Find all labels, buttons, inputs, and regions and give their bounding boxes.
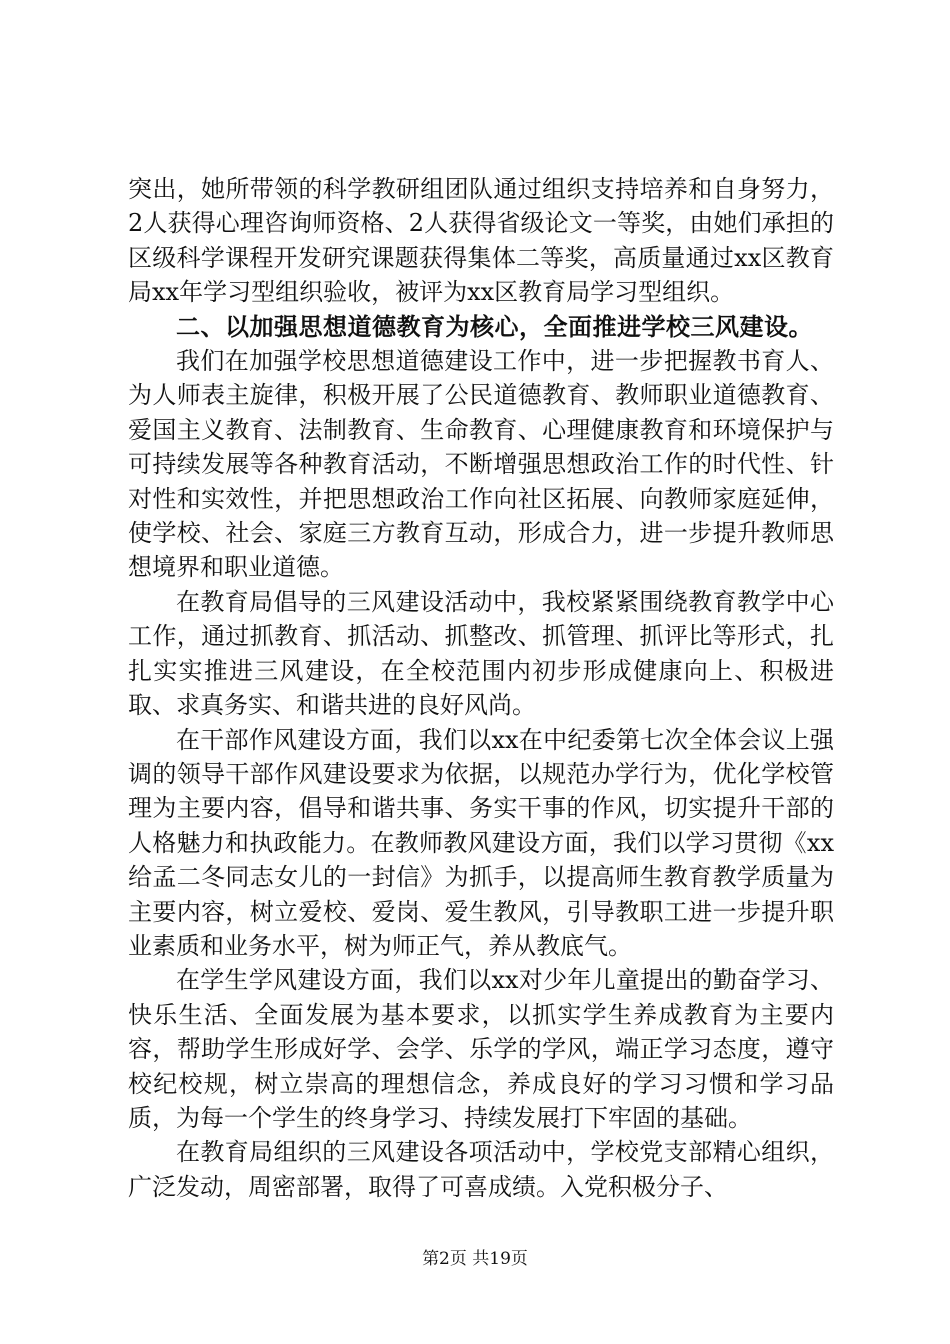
paragraph-party-activities: 在教育局组织的三风建设各项活动中，学校党支部精心组织，广泛发动，周密部署，取得了可喜成绩。入党积极分子、: [128, 1138, 834, 1201]
paragraph-cadre-style: 在干部作风建设方面，我们以xx在中纪委第七次全体会议上强调的领导干部作风建设要求为依据，以规范办学行为，优化学校管理为主要内容，倡导和谐共事、务实干事的作风，切实提升干部的人格魅力和执政能力。在教师教风建设方面，我们以学习贯彻《xx给孟二冬同志女儿的一封信》为抓手，以提高师生教育教学质量为主要内容，树立爱校、爱岗、爱生教风，引导教职工进一步提升职业素质和业务水平，树为师正气，养从教底气。: [128, 725, 834, 960]
paragraph-moral-education: 我们在加强学校思想道德建设工作中，进一步把握教书育人、为人师表主旋律，积极开展了公民道德教育、教师职业道德教育、爱国主义教育、法制教育、生命教育、心理健康教育和环境保护与可持续发展等各种教育活动，不断增强思想政治工作的时代性、针对性和实效性，并把思想政治工作向社区拓展、向教师家庭延伸，使学校、社会、家庭三方教育互动，形成合力，进一步提升教师思想境界和职业道德。: [128, 347, 834, 582]
page-number-footer: 第2页 共19页: [422, 1249, 528, 1269]
paragraph-student-style: 在学生学风建设方面，我们以xx对少年儿童提出的勤奋学习、快乐生活、全面发展为基本要求，以抓实学生养成教育为主要内容，帮助学生形成好学、会学、乐学的学风，端正学习态度，遵守校纪校规，树立崇高的理想信念，养成良好的学习习惯和学习品质，为每一个学生的终身学习、持续发展打下牢固的基础。: [128, 966, 834, 1132]
document-body: [128, 172, 834, 1204]
paragraph-continuation: 突出，她所带领的科学教研组团队通过组织支持培养和自身努力，2人获得心理咨询师资格、2人获得省级论文一等奖，由她们承担的区级科学课程开发研究课题获得集体二等奖，高质量通过xx区教育局xx年学习型组织验收，被评为xx区教育局学习型组织。: [128, 175, 834, 307]
section-heading: 二、以加强思想道德教育为核心，全面推进学校三风建设。: [176, 311, 813, 341]
paragraph-three-styles: 在教育局倡导的三风建设活动中，我校紧紧围绕教育教学中心工作，通过抓教育、抓活动、抓整改、抓管理、抓评比等形式，扎扎实实推进三风建设，在全校范围内初步形成健康向上、积极进取、求真务实、和谐共进的良好风尚。: [128, 587, 834, 720]
